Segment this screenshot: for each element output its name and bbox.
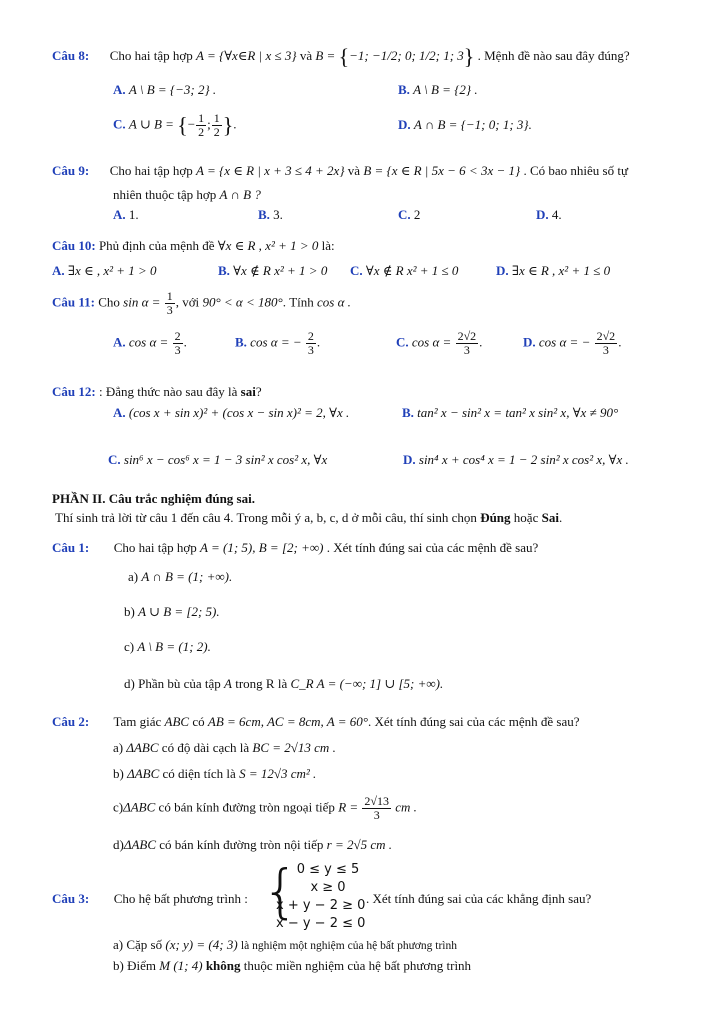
q10-label: Câu 10:	[52, 238, 96, 253]
p3-system-line4: x − y − 2 ≤ 0	[276, 916, 366, 931]
p1-stem: Câu 1: Cho hai tập hợp A = (1; 5), B = [2; +∞) . Xét tính đúng sai của các mệnh đề sau?	[52, 540, 539, 555]
p2-label: Câu 2:	[52, 714, 90, 729]
p3-label: Câu 3:	[52, 891, 90, 906]
part2-title: PHẦN II. Câu trắc nghiệm đúng sai.	[52, 491, 255, 506]
p3-stem-post: . Xét tính đúng sai của các khẳng định sau?	[366, 891, 592, 906]
p3-stem-label: Câu 3: Cho hệ bất phương trình :	[52, 891, 248, 906]
q10-option-c[interactable]: C. ∀x ∉ R x² + 1 ≤ 0	[350, 263, 459, 278]
q10-option-b[interactable]: B. ∀x ∉ R x² + 1 > 0	[218, 263, 328, 278]
q8-label: Câu 8:	[52, 47, 90, 63]
q9-stem-line1: Câu 9: Cho hai tập hợp A = {x ∈ R | x + 3 ≤ 4 + 2x} và B = {x ∈ R | 5x − 6 < 3x − 1} . Có bao nhiêu số tự	[52, 163, 628, 178]
q8-option-a[interactable]: A. A \ B = {−3; 2} .	[113, 82, 217, 97]
q8-stem: Câu 8: Cho hai tập hợp A = {∀x∈R | x ≤ 3} và B = {−1; −1/2; 0; 1/2; 1; 3} . Mệnh đề nào sau đây đúng?	[52, 44, 630, 69]
p2-item-d[interactable]: d)ΔABC có bán kính đường tròn nội tiếp r = 2√5 cm .	[113, 837, 393, 852]
p3-system-line3: x + y − 2 ≥ 0	[276, 898, 366, 913]
p3-system-brace: {	[262, 857, 299, 925]
q9-option-d[interactable]: D. 4.	[536, 207, 562, 222]
q8-and: và	[299, 47, 313, 63]
p2-stem: Câu 2: Tam giác ABC có AB = 6cm, AC = 8cm, A = 60°. Xét tính đúng sai của các mệnh đề sau?	[52, 714, 580, 729]
part2-instructions: Thí sinh trả lời từ câu 1 đến câu 4. Trong mỗi ý a, b, c, d ở mỗi câu, thí sinh chọn Đúng hoặc Sai.	[55, 510, 563, 525]
q11-option-b[interactable]: B. cos α = − $\frac{2}{3}$ .	[235, 329, 321, 357]
p1-item-c[interactable]: c) A \ B = (1; 2).	[124, 639, 211, 654]
q12-option-b[interactable]: B. tan² x − sin² x = tan² x sin² x, ∀x ≠ 90°	[402, 405, 619, 420]
q8-setB-pre: B =	[315, 47, 336, 63]
p1-item-a[interactable]: a) A ∩ B = (1; +∞).	[128, 569, 233, 584]
p2-item-a[interactable]: a) ΔABC có độ dài cạch là BC = 2√13 cm .	[113, 740, 336, 755]
p3-system-line1: 0 ≤ y ≤ 5	[296, 862, 360, 877]
q8-stem-post: . Mệnh đề nào sau đây đúng?	[477, 47, 630, 63]
q8-stem-text: Cho hai tập hợp	[109, 47, 193, 63]
q12-option-a[interactable]: A. (cos x + sin x)² + (cos x − sin x)² = 2, ∀x .	[113, 405, 350, 420]
p3-item-b[interactable]: b) Điểm M (1; 4) không thuộc miền nghiệm của hệ bất phương trình	[113, 958, 472, 973]
q9-setB: B = {x ∈ R | 5x − 6 < 3x − 1}	[363, 163, 521, 178]
q12-stem: Câu 12: : Đẳng thức nào sau đây là sai?	[52, 384, 262, 399]
q11-option-c[interactable]: C. cos α = $\frac{2√2}{3}$ .	[396, 329, 483, 357]
q9-option-b[interactable]: B. 3.	[258, 207, 283, 222]
q11-option-d[interactable]: D. cos α = − $\frac{2√2}{3}$ .	[523, 329, 622, 357]
p2-item-c[interactable]: c)ΔABC có bán kính đường tròn ngoại tiếp R = $\frac{2√13}{3}$ cm .	[113, 794, 417, 822]
q11-stem: Câu 11: Cho sin α = $\frac{1}{3}$ , với 90° < α < 180°. Tính cos α .	[52, 289, 351, 317]
q10-option-d[interactable]: D. ∃x ∈ R , x² + 1 ≤ 0	[496, 263, 611, 278]
q9-stem-line2: nhiên thuộc tập hợp A ∩ B ?	[113, 187, 261, 202]
q11-option-a[interactable]: A. cos α = $\frac{2}{3}$ .	[113, 329, 187, 357]
q12-option-d[interactable]: D. sin⁴ x + cos⁴ x = 1 − 2 sin² x cos² x, ∀x .	[403, 452, 629, 467]
q8-setB-values: −1; −1/2; 0; 1/2; 1; 3	[349, 47, 464, 63]
p1-label: Câu 1:	[52, 540, 90, 555]
p1-item-b[interactable]: b) A ∪ B = [2; 5).	[124, 604, 220, 619]
q9-setA: A = {x ∈ R | x + 3 ≤ 4 + 2x}	[196, 163, 345, 178]
p3-item-a[interactable]: a) Cặp số (x; y) = (4; 3) là nghiệm một nghiệm của hệ bất phương trình	[113, 937, 457, 952]
q8-option-b[interactable]: B. A \ B = {2} .	[398, 82, 478, 97]
q8-setA: A = {∀x∈R | x ≤ 3}	[196, 47, 297, 63]
q10-stem: Câu 10: Phủ định của mệnh đề ∀x ∈ R , x² + 1 > 0 là:	[52, 238, 335, 253]
q9-label: Câu 9:	[52, 163, 90, 178]
q9-option-a[interactable]: A. 1.	[113, 207, 139, 222]
q12-label: Câu 12:	[52, 384, 96, 399]
q11-label: Câu 11:	[52, 294, 95, 310]
p1-item-d[interactable]: d) Phần bù của tập A trong R là C_R A = (−∞; 1] ∪ [5; +∞).	[124, 676, 444, 691]
q12-option-c[interactable]: C. sin⁶ x − cos⁶ x = 1 − 3 sin² x cos² x, ∀x	[108, 452, 328, 467]
q10-option-a[interactable]: A. ∃x ∈ , x² + 1 > 0	[52, 263, 157, 278]
p2-item-b[interactable]: b) ΔABC có diện tích là S = 12√3 cm² .	[113, 766, 317, 781]
q8-option-c[interactable]: C. A ∪ B = {− $\frac{1}{2}$ ; $\frac{1}{2}$ }.	[113, 111, 237, 139]
q9-option-c[interactable]: C. 2	[398, 207, 421, 222]
q8-option-d[interactable]: D. A ∩ B = {−1; 0; 1; 3}.	[398, 117, 532, 132]
p3-system-line2: x ≥ 0	[310, 880, 346, 895]
